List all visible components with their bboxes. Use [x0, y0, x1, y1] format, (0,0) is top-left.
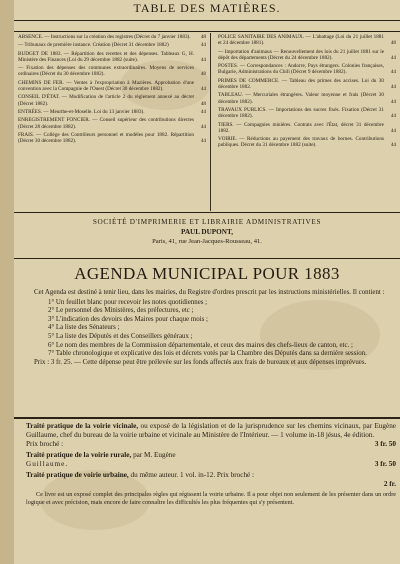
book-entry: [26, 422, 396, 449]
book-entry: [26, 471, 396, 489]
toc-entry: ENTRÉES. — Meurthe-et-Moselle. Loi du 13 janvier 1883). 44: [18, 108, 206, 115]
toc-entry: ABSENCE. — Instructions sur la création des registres (Décret du 7 janvier 1883). 48: [18, 34, 206, 40]
agenda-intro: Cet Agenda est destiné à tenir lieu, dans les mairies, du Registre d'ordres prescrit par les instructions ministérielles. Il contient :: [34, 289, 385, 296]
page-header: [14, 0, 400, 22]
toc-entry: PRIMES DE COMMERCE. — Tableau des primes des accises. Loi du 30 décembre 1882. 44: [218, 77, 396, 91]
toc-entry: CONSEIL D'ÉTAT. — Modification de l'article 2 du règlement annexé au décret (Décret 1882). 48: [18, 94, 206, 107]
book-meta: [26, 440, 396, 449]
book-author: Guillaume.: [26, 460, 69, 468]
toc-entry: FRAIS. — Collège des Contrôleurs personnel et modèles pour 1882. Répartition (Décret 30 décembre 1882). 44: [18, 131, 206, 145]
list-item: 2° Le personnel des Ministères, des préfectures, etc ;: [48, 307, 194, 315]
toc-entry: BUDGET DE 1883. — Répartition des recettes et des dépenses. Tableaux G, H. Ministère des Finances (Loi du 29 décembre 1882 (suite). 44: [18, 50, 206, 63]
toc-top-rule: [14, 31, 400, 32]
toc-entry: CHEMINS DE FER. — Ventes à l'expropriation à Mazières. Approbation d'une convention avec la Compagnie de l'Ouest (Décret 30 décembre 1882). 44: [18, 79, 206, 93]
book-title: Traité pratique de voirie urbaine,: [26, 471, 129, 479]
book-entry: [26, 451, 396, 469]
list-item: 1° Un feuillet blanc pour recevoir les notes quotidiennes ;: [48, 298, 208, 306]
toc-bottom-rule: [14, 212, 400, 213]
book-price: 3 fr. 50: [374, 440, 396, 448]
toc-entry: TABLEAU. — Mercuriales étrangères. Valeur moyenne et frais (Décret 30 décembre 1882). 44: [218, 92, 396, 105]
book-title: Traité pratique de la voirie vicinale,: [26, 422, 139, 430]
toc-entry: — Importation d'animaux — Renouvellement des lois du 21 juillet 1881 sur le dépôt des départements (Décret du 24 décembre 1882). 44: [218, 48, 396, 61]
page-binding-edge: [0, 0, 14, 564]
society-name: SOCIÉTÉ D'IMPRIMERIE ET LIBRAIRIE ADMINISTRATIVES: [92, 218, 322, 226]
header-rule: [14, 20, 400, 21]
list-item: 6° Le nom des membres de la Commission départementale, et ceux des maires des chefs-lieux de canton, etc. ;: [48, 341, 353, 349]
toc-column-divider: [210, 33, 211, 211]
book-price: 3 fr. 50: [374, 460, 396, 468]
books-section: [26, 422, 396, 507]
books-rule: [14, 417, 400, 419]
publisher-address: Paris, 41, rue Jean-Jacques-Rousseau, 41.: [152, 238, 262, 245]
closing-paragraph: Ce livre est un exposé complet des principales règles qui régissent la voirie urbaine. Il a pour objet non seulement de les présenter dans un ordre logique et avec précision, mais encore de faire connaître les difficultés les plus fréquentes qui s'y présentent.: [26, 491, 396, 506]
list-item: 5° La liste des Députés et des Conseillers généraux ;: [48, 332, 193, 340]
list-item: 3° L'indication des devoirs des Maires pour chaque mois ;: [48, 315, 208, 323]
toc-right-column: [218, 34, 396, 210]
book-title: Traité pratique de la voirie rurale,: [26, 451, 132, 459]
agenda-contents-list: [22, 299, 394, 359]
agenda-section: [22, 289, 394, 367]
book-meta-label: Prix broché :: [26, 440, 64, 448]
toc-entry: TRAVAUX PUBLICS. — Importations des sucres fixés. Fixation (Décret 31 décembre 1882). 44: [218, 106, 396, 120]
book-meta: [26, 460, 396, 469]
toc-entry: — Tribunaux de première instance. Création (Décret 31 décembre 1882) 44: [18, 42, 206, 49]
publisher-rule: [14, 258, 400, 259]
toc-entry: — Fixation des dépenses des communes extraordinaires. Moyens de services ordinaires (Décret du 30 décembre 1882). 48: [18, 65, 206, 78]
toc-entry: POSTES. — Correspondances : Andorre, Pays étrangers. Colonies françaises, Bulgarie, Administrations du Chili (Décret 9 décembre 1882). 44: [218, 63, 396, 76]
book-meta: [26, 480, 396, 489]
toc-entry: VOIRIE. — Réductions au payement des travaux de bornes. Contributions publiques. Décret du 31 décembre 1882 (suite). 44: [218, 136, 396, 149]
publisher-block: [14, 218, 400, 246]
page-title: TABLE DES MATIÈRES.: [133, 1, 281, 15]
book-description: par M. Eugène: [133, 451, 176, 459]
toc-left-column: [18, 34, 206, 210]
agenda-price: Prix : 3 fr. 25. — Cette dépense peut être prélevée sur les fonds affectés aux frais de bureaux et aux dépenses imprévues.: [34, 358, 367, 366]
publisher-name: PAUL DUPONT,: [180, 228, 234, 236]
book-description: du même auteur. 1 vol. in-12. Prix broché :: [130, 471, 255, 479]
agenda-title: AGENDA MUNICIPAL POUR 1883: [74, 264, 340, 283]
list-item: 7° Table chronologique et explicative des lois et décrets votés par la Chambre des Députés dans sa dernière session.: [48, 350, 367, 358]
toc-entry: TIERS. — Compagnies minières. Contrats avec l'État, décret 31 décembre 1882. 44: [218, 121, 396, 134]
toc-entry: ENREGISTREMENT FONCIER. — Conseil supérieur des contributions directes (Décret 28 décembre 1882). 44: [18, 117, 206, 130]
list-item: 4° La liste des Sénateurs ;: [48, 324, 120, 332]
book-price: 2 fr.: [383, 480, 396, 488]
book-description: ou exposé de la législation et de la jurisprudence sur les chemins vicinaux, par Eugène Guillaume, chef du bureau de la voirie urbaine et vicinale au Ministère de l'Intérieur. — 1 volume in-18 jésus, 4e édition.: [26, 422, 396, 439]
toc-entry: POLICE SANITAIRE DES ANIMAUX. — L'abattage (Loi du 21 juillet 1881 et 24 décembre 1881). 48: [218, 34, 396, 47]
